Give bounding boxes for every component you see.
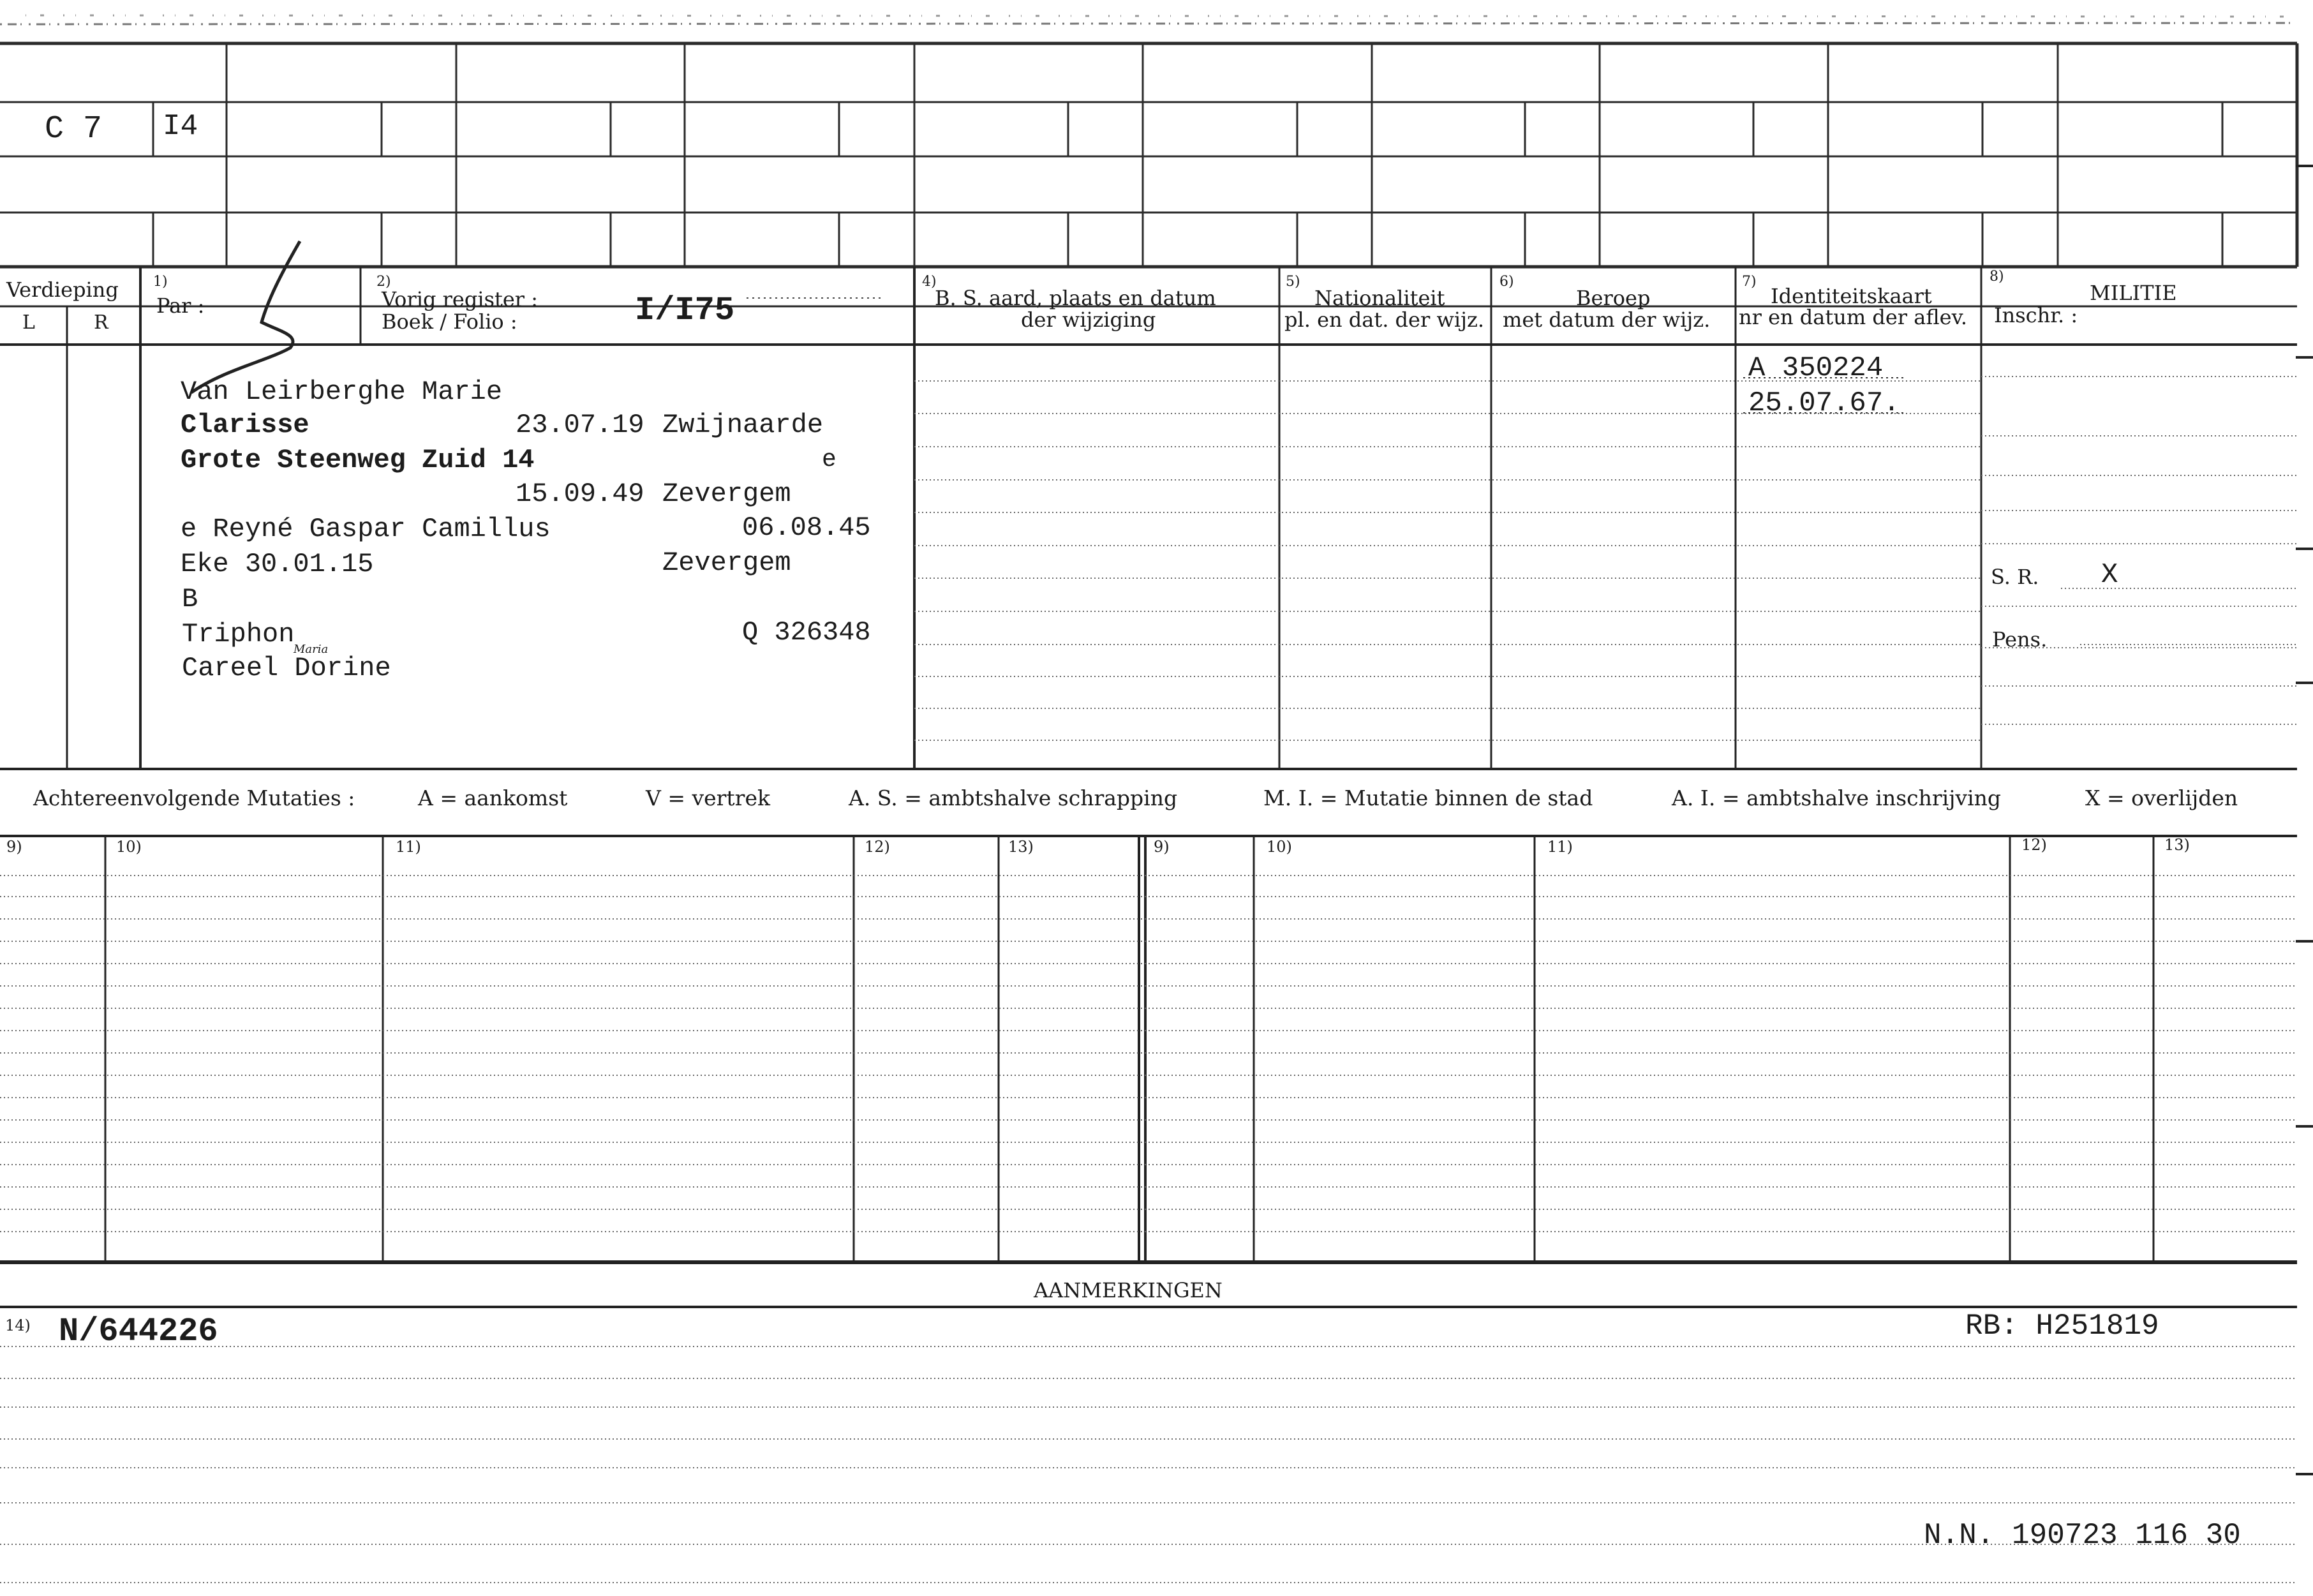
birth-date: 23.07.19 bbox=[516, 410, 644, 440]
mut-left-13: 13) bbox=[1008, 838, 1034, 856]
marriage-date: 06.08.45 bbox=[742, 512, 871, 543]
person-first-name: Clarisse bbox=[181, 410, 309, 440]
bs-header-2: der wijziging bbox=[1021, 308, 1156, 332]
mut-right-13: 13) bbox=[2164, 836, 2190, 854]
address-mark: e bbox=[822, 446, 837, 474]
reference: Q 326348 bbox=[742, 617, 871, 648]
top-code-b: I4 bbox=[163, 110, 198, 143]
spouse-birth: Eke 30.01.15 bbox=[181, 549, 374, 579]
id-header-1: Identiteitskaart bbox=[1771, 284, 1932, 308]
mut-left-9: 9) bbox=[6, 838, 22, 856]
remarks-nn: N.N. 190723 116 30 bbox=[1924, 1519, 2241, 1552]
arrival-date: 15.09.49 bbox=[516, 479, 644, 509]
verdieping-label: Verdieping bbox=[6, 278, 119, 302]
militie-header: MILITIE bbox=[2090, 281, 2177, 305]
birth-place: Zwijnaarde bbox=[662, 410, 824, 440]
mut-right-10: 10) bbox=[1267, 838, 1292, 856]
father: Triphon bbox=[182, 619, 295, 650]
person-name: Van Leirberghe Marie bbox=[181, 377, 503, 407]
legend-x: X = overlijden bbox=[2085, 786, 2238, 810]
num-1: 1) bbox=[153, 274, 168, 290]
mut-left-12: 12) bbox=[865, 838, 890, 856]
num-6: 6) bbox=[1499, 274, 1514, 290]
mut-left-10: 10) bbox=[116, 838, 142, 856]
sr-label: S. R. bbox=[1991, 565, 2039, 589]
id-number: A 350224 bbox=[1748, 352, 1884, 384]
legend-mi: M. I. = Mutatie binnen de stad bbox=[1263, 786, 1593, 810]
num-5: 5) bbox=[1286, 274, 1300, 290]
nat-header-1: Nationaliteit bbox=[1314, 286, 1445, 310]
bs-header-1: B. S. aard, plaats en datum bbox=[935, 286, 1216, 310]
nat-header-2: pl. en dat. der wijz. bbox=[1284, 308, 1485, 332]
boek-folio-label: Boek / Folio : bbox=[382, 310, 517, 334]
par-label: Par : bbox=[156, 294, 205, 318]
remarks-rb: RB: H251819 bbox=[1965, 1309, 2159, 1343]
inschr-label: Inschr. : bbox=[1994, 303, 2078, 327]
mother-note: Maria bbox=[294, 643, 329, 656]
pens-label: Pens. bbox=[1992, 627, 2048, 652]
marriage-place: Zevergem bbox=[662, 548, 791, 578]
top-code-a: C 7 bbox=[45, 111, 103, 147]
remarks-title: AANMERKINGEN bbox=[1034, 1278, 1223, 1302]
beroep-header-1: Beroep bbox=[1576, 286, 1651, 310]
remarks-n-number: N/644226 bbox=[59, 1313, 218, 1350]
mut-right-12: 12) bbox=[2021, 836, 2047, 854]
legend-v: V = vertrek bbox=[646, 786, 770, 810]
num-8: 8) bbox=[1989, 269, 2004, 285]
arrival-place: Zevergem bbox=[662, 479, 791, 509]
mother: Careel Dorine bbox=[182, 653, 391, 683]
mut-right-11: 11) bbox=[1547, 838, 1573, 856]
legend-as: A. S. = ambtshalve schrapping bbox=[849, 786, 1178, 810]
num-2: 2) bbox=[376, 274, 391, 290]
beroep-header-2: met datum der wijz. bbox=[1503, 308, 1711, 332]
legend-ai: A. I. = ambtshalve inschrijving bbox=[1672, 786, 2002, 810]
col-r-label: R bbox=[94, 311, 108, 334]
sr-value: X bbox=[2101, 559, 2118, 591]
nationality: B bbox=[182, 584, 198, 615]
num-4: 4) bbox=[922, 274, 937, 290]
mut-left-11: 11) bbox=[396, 838, 421, 856]
address: Grote Steenweg Zuid 14 bbox=[181, 445, 535, 475]
id-header-2: nr en datum der aflev. bbox=[1739, 305, 1968, 329]
mut-right-9: 9) bbox=[1154, 838, 1170, 856]
remarks-num-14: 14) bbox=[5, 1316, 31, 1334]
legend-title: Achtereenvolgende Mutaties : bbox=[33, 786, 355, 810]
col-l-label: L bbox=[22, 311, 35, 334]
id-date: 25.07.67. bbox=[1748, 387, 1900, 419]
legend-a: A = aankomst bbox=[418, 786, 568, 810]
vorig-register-label: Vorig register : bbox=[382, 287, 539, 311]
spouse: e Reyné Gaspar Camillus bbox=[181, 514, 551, 544]
num-7: 7) bbox=[1742, 274, 1757, 290]
register-value: I/I75 bbox=[635, 292, 735, 329]
